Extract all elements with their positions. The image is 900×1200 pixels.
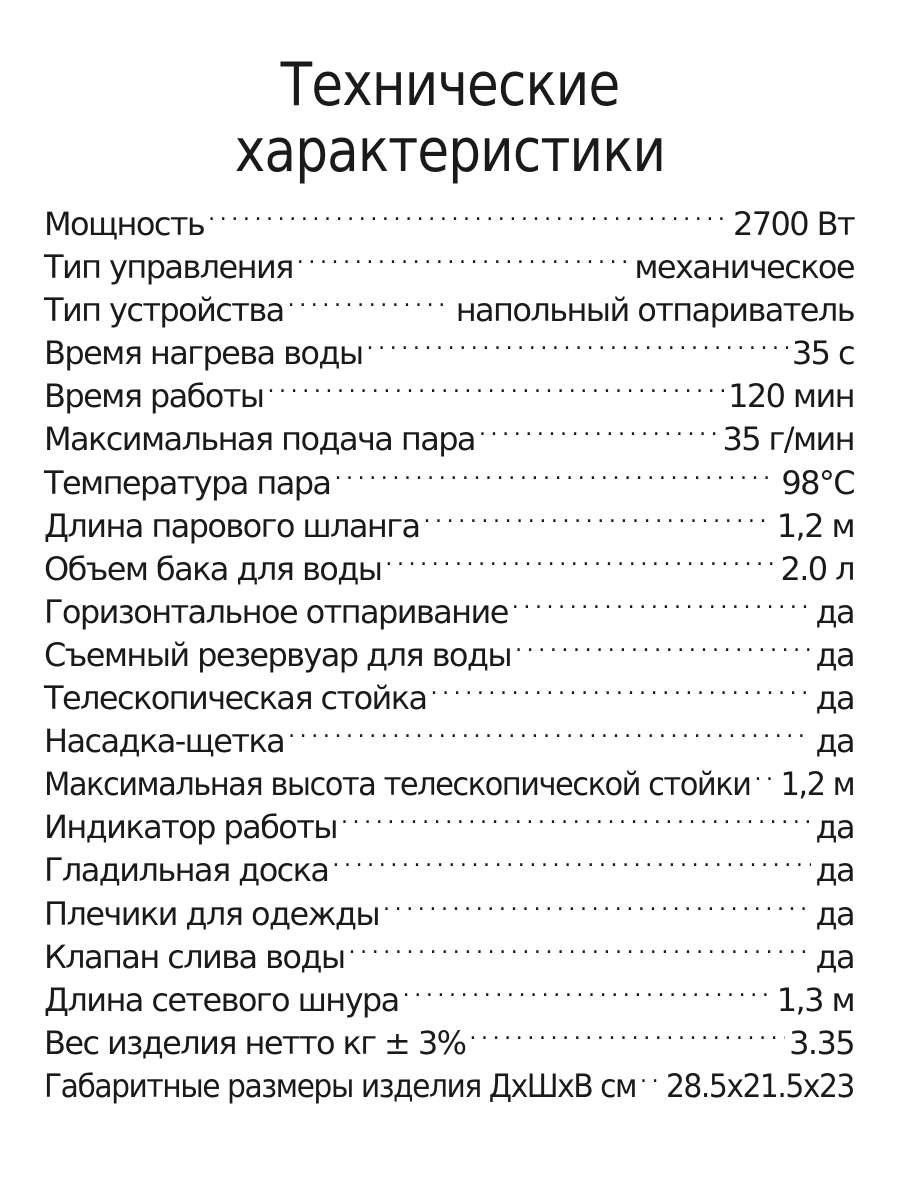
spec-list	[44, 192, 854, 1105]
spec-value: 2700 Вт	[732, 205, 854, 243]
dot-leader	[341, 795, 811, 838]
spec-value: напольный отпариватель	[455, 291, 854, 330]
dot-leader	[403, 968, 773, 1011]
spec-label: Съемный резервуар для воды	[44, 635, 512, 674]
spec-value: 2.0 л	[780, 549, 854, 588]
dot-leader	[297, 235, 631, 278]
spec-value: да	[815, 808, 854, 847]
spec-value: да	[815, 722, 854, 761]
spec-value: да	[815, 894, 854, 933]
spec-value: 3.35	[789, 1023, 854, 1062]
spec-value: да	[815, 592, 854, 631]
page-title-line-2: характеристики	[234, 116, 666, 186]
spec-label: Горизонтальное отпаривание	[44, 592, 508, 631]
spec-label: Габаритные размеры изделия ДхШхВ см	[44, 1066, 637, 1105]
spec-label: Индикатор работы	[44, 808, 337, 847]
dot-leader	[332, 838, 811, 881]
spec-label: Плечики для одежды	[44, 894, 380, 933]
page-title	[63, 52, 837, 184]
spec-label: Тип управления	[44, 248, 293, 287]
dot-leader	[367, 321, 788, 364]
dot-leader	[383, 882, 811, 925]
spec-label: Гладильная доска	[44, 851, 329, 890]
dot-leader	[754, 752, 776, 795]
spec-value: 1,2 м	[776, 506, 854, 545]
spec-row	[44, 192, 854, 243]
dot-leader	[512, 580, 812, 623]
dot-leader	[349, 925, 812, 968]
dot-leader	[431, 666, 812, 709]
spec-value: да	[815, 851, 854, 890]
spec-label: Тип устройства	[44, 291, 284, 330]
spec-value: 120 мин	[728, 377, 854, 416]
spec-value: 35 г/мин	[722, 420, 854, 459]
spec-value: 1,3 м	[776, 980, 854, 1019]
dot-leader	[334, 451, 777, 494]
spec-label: Максимальная подача пара	[44, 420, 475, 459]
dot-leader	[515, 623, 811, 666]
spec-value: 28.5x21.5x23	[666, 1066, 854, 1105]
spec-label: Длина сетевого шнура	[44, 980, 399, 1019]
dot-leader	[208, 192, 729, 235]
spec-label: Время работы	[44, 377, 264, 416]
dot-leader	[640, 1054, 662, 1097]
dot-leader	[288, 278, 452, 321]
spec-label: Мощность	[44, 205, 205, 243]
spec-value: да	[815, 679, 854, 718]
spec-label: Температура пара	[44, 463, 331, 502]
spec-label: Вес изделия нетто кг ± 3%	[44, 1023, 466, 1062]
spec-value: да	[815, 937, 854, 976]
dot-leader	[288, 709, 811, 752]
spec-value: 98°С	[781, 463, 854, 502]
spec-value: механическое	[634, 248, 854, 287]
dot-leader	[267, 364, 724, 407]
spec-value: 35 с	[791, 334, 854, 373]
dot-leader	[385, 537, 776, 580]
dot-leader	[469, 1011, 785, 1054]
spec-label: Время нагрева воды	[44, 334, 363, 373]
dot-leader	[423, 494, 772, 537]
dot-leader	[479, 407, 719, 450]
page-title-line-1: Технические	[280, 50, 620, 120]
spec-label: Максимальная высота телескопической стойки	[44, 765, 751, 804]
spec-label: Телескопическая стойка	[44, 679, 427, 718]
spec-label: Клапан слива воды	[44, 937, 345, 976]
spec-label: Насадка-щетка	[44, 722, 285, 761]
spec-label: Объем бака для воды	[44, 549, 382, 588]
spec-label: Длина парового шланга	[44, 506, 420, 545]
spec-value: да	[815, 635, 854, 674]
spec-value: 1,2 м	[780, 765, 854, 804]
